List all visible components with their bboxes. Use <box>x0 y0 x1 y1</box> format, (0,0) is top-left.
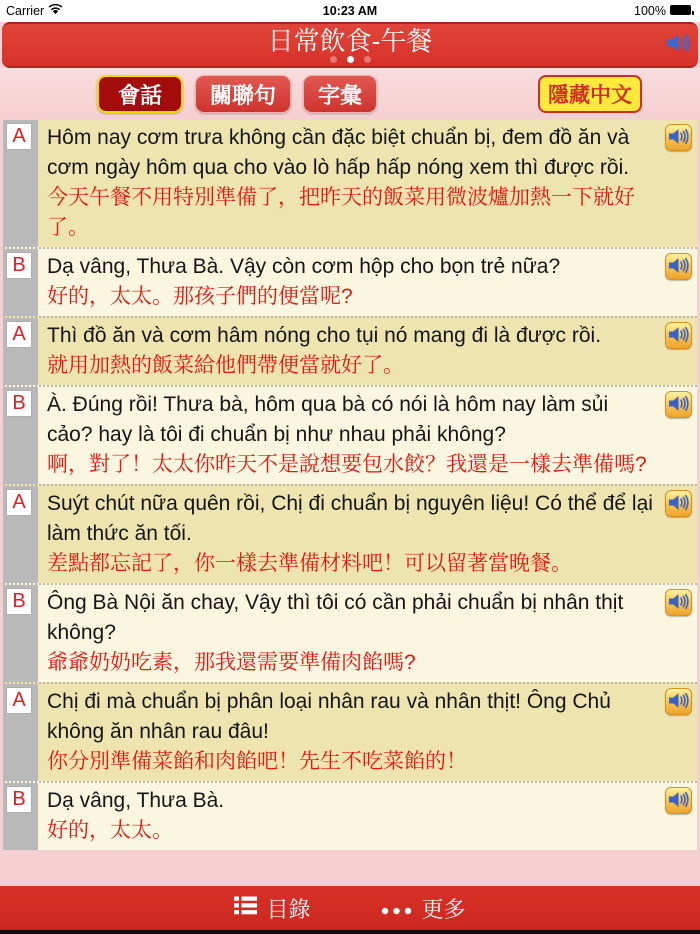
battery-icon <box>670 4 694 18</box>
vietnamese-text: Hôm nay cơm trưa không cần đặc biệt chuẩn bị, đem đồ ăn và cơm ngày hôm qua cho vào lò hấp hấp nóng xem thì được rồi. <box>47 126 630 179</box>
tab-conversation[interactable]: 會話 <box>97 75 183 113</box>
speaker-column <box>3 486 38 583</box>
row-speaker-icon[interactable] <box>665 589 692 616</box>
vietnamese-text: Chị đi mà chuẩn bị phân loại nhân rau và nhân thịt! Ông Chủ không ăn nhân rau đâu! <box>47 690 611 743</box>
more-label: 更多 <box>421 896 466 922</box>
bottom-edge <box>0 930 700 934</box>
page-dot-active <box>347 56 354 63</box>
speaker-letter: B <box>7 787 31 812</box>
chinese-text: 差點都忘記了，你一樣去準備材料吧！可以留著當晚餐。 <box>47 552 572 575</box>
speaker-column <box>3 585 38 682</box>
speaker-column <box>3 387 38 484</box>
more-button[interactable] <box>375 892 472 925</box>
vietnamese-text: Dạ vâng, Thưa Bà. <box>47 789 225 812</box>
header <box>2 22 698 68</box>
speaker-letter: A <box>7 322 31 347</box>
speaker-letter: A <box>7 124 31 149</box>
conversation-row <box>3 781 697 850</box>
hide-chinese-button[interactable]: 隱藏中文 <box>538 75 642 113</box>
header-speaker-icon[interactable] <box>664 32 692 56</box>
status-left <box>6 4 126 18</box>
catalog-button[interactable] <box>228 892 316 925</box>
row-speaker-icon[interactable] <box>665 322 692 349</box>
tab-related-sentences[interactable]: 關聯句 <box>195 75 291 113</box>
speaker-column <box>3 120 38 247</box>
page-dot <box>330 56 337 63</box>
speaker-letter: B <box>7 391 31 416</box>
list-icon <box>234 895 257 921</box>
ellipsis-icon <box>381 895 413 921</box>
chinese-text: 好的，太太。 <box>47 819 173 842</box>
chinese-text: 你分別準備菜餡和肉餡吧！先生不吃菜餡的！ <box>47 750 467 773</box>
battery-percent: 100% <box>634 4 666 18</box>
row-speaker-icon[interactable] <box>665 787 692 814</box>
page-dot <box>364 56 371 63</box>
row-speaker-icon[interactable] <box>665 688 692 715</box>
speaker-column <box>3 684 38 781</box>
conversation-row <box>3 484 697 583</box>
conversation-row <box>3 247 697 316</box>
chinese-text: 就用加熱的飯菜給他們帶便當就好了。 <box>47 354 404 377</box>
conversation-row <box>3 316 697 385</box>
speaker-letter: B <box>7 253 31 278</box>
wifi-icon <box>48 4 63 18</box>
vietnamese-text: Ông Bà Nội ăn chay, Vậy thì tôi có cần phải chuẩn bị nhân thịt không? <box>47 591 624 644</box>
chinese-text: 啊，對了！太太你昨天不是說想要包水餃？我還是一樣去準備嗎? <box>47 453 647 476</box>
conversation-row <box>3 583 697 682</box>
chinese-text: 今天午餐不用特別準備了，把昨天的飯菜用微波爐加熱一下就好了。 <box>47 186 635 239</box>
conversation-row <box>3 682 697 781</box>
row-speaker-icon[interactable] <box>665 490 692 517</box>
row-speaker-icon[interactable] <box>665 391 692 418</box>
vietnamese-text: Suýt chút nữa quên rồi, Chị đi chuẩn bị nguyên liệu! Có thể để lại làm thức ăn tối. <box>47 492 653 545</box>
status-bar <box>0 0 700 22</box>
tab-bar <box>0 68 700 120</box>
speaker-letter: A <box>7 490 31 515</box>
chinese-text: 爺爺奶奶吃素，那我還需要準備肉餡嗎? <box>47 651 416 674</box>
conversation-row <box>3 385 697 484</box>
page-title: 日常飲食-午餐 <box>267 26 433 56</box>
speaker-column <box>3 783 38 850</box>
clock: 10:23 AM <box>322 4 378 18</box>
speaker-letter: B <box>7 589 31 614</box>
row-speaker-icon[interactable] <box>665 124 692 151</box>
carrier-label: Carrier <box>6 4 45 18</box>
page-dots[interactable] <box>2 56 698 63</box>
status-right <box>574 4 694 18</box>
tab-vocabulary[interactable]: 字彙 <box>303 75 377 113</box>
chinese-text: 好的，太太。那孩子們的便當呢? <box>47 285 353 308</box>
bottom-bar <box>0 886 700 930</box>
catalog-label: 目錄 <box>266 896 311 922</box>
speaker-column <box>3 249 38 316</box>
vietnamese-text: À. Đúng rồi! Thưa bà, hôm qua bà có nói là hôm nay làm sủi cảo? hay là tôi đi chuẩn bị như nhau phải không? <box>47 393 609 446</box>
vietnamese-text: Thì đồ ăn và cơm hâm nóng cho tụi nó mang đi là được rồi. <box>47 324 602 347</box>
vietnamese-text: Dạ vâng, Thưa Bà. Vậy còn cơm hộp cho bọn trẻ nữa? <box>47 255 561 278</box>
conversation-row <box>3 120 697 247</box>
speaker-letter: A <box>7 688 31 713</box>
conversation-list <box>0 120 700 886</box>
row-speaker-icon[interactable] <box>665 253 692 280</box>
speaker-column <box>3 318 38 385</box>
